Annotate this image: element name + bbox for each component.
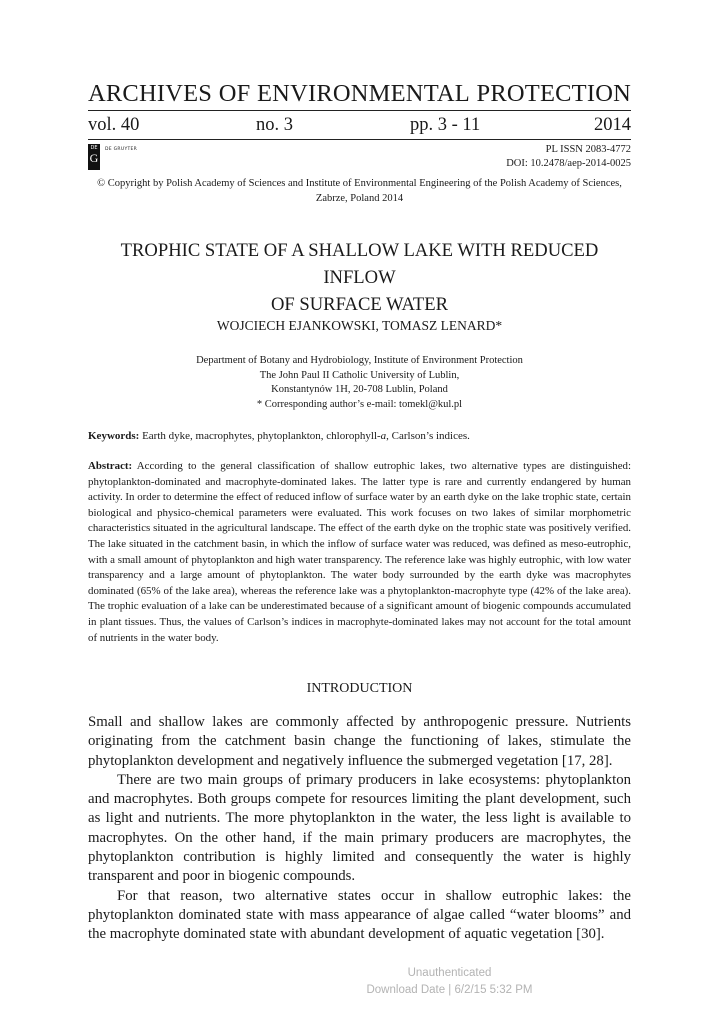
affiliation-line: Konstantynów 1H, 20-708 Lublin, Poland — [271, 384, 448, 395]
affiliation-line: The John Paul II Catholic University of Lublin, — [259, 369, 460, 381]
affiliation — [88, 354, 631, 412]
copyright-notice — [88, 177, 631, 206]
logo-text: DE — [90, 145, 98, 151]
article-title-line: OF SURFACE WATER — [270, 294, 449, 315]
journal-title — [88, 80, 631, 108]
issn-doi-block — [506, 143, 631, 171]
article-title — [88, 237, 631, 318]
keywords-text-end: , Carlson’s indices. — [386, 430, 470, 442]
paragraph: There are two main groups of primary producers in lake ecosystems: phytoplankton and macrophytes. Both groups compete for resources limiting the plant development, such as light and nutrients. The more phytoplankton in the water, the less light is available to macrophytes. On the other hand, if the main primary producers are macrophytes, the phytoplankton contribution is highly limited and consequently the water is highly transparent and poor in biogenic compounds. — [88, 771, 631, 885]
logo-letter: G — [89, 151, 99, 165]
watermark-line: Unauthenticated — [407, 967, 492, 979]
publisher-logo-icon — [88, 144, 100, 170]
keywords-label: Keywords: — [88, 430, 140, 442]
journal-title-word: OF — [218, 80, 251, 107]
issue-info — [88, 115, 631, 139]
abstract-label: Abstract: — [88, 460, 133, 472]
authors: WOJCIECH EJANKOWSKI, TOMASZ LENARD* — [216, 318, 503, 333]
page-range: pp. 3 - 11 — [410, 115, 481, 135]
paragraph: For that reason, two alternative states occur in shallow eutrophic lakes: the phytoplankton dominated state with mass appearance of algae called “water blooms” and the macrophyte dominated state with abundant development of aquatic vegetation [30]. — [88, 887, 631, 943]
keywords-italic: a — [380, 430, 387, 442]
copyright-line: © Copyright by Polish Academy of Sciences and Institute of Environmental Engineering of the Polish Academy of Sciences, — [97, 178, 622, 189]
watermark-line: Download Date | 6/2/15 5:32 PM — [366, 984, 533, 996]
corresponding-author: * Corresponding author’s e-mail: tomekl@kul.pl — [256, 398, 463, 410]
publisher-name: DE GRUYTER — [105, 147, 138, 152]
doi: DOI: 10.2478/aep-2014-0025 — [506, 158, 631, 169]
issue-number: no. 3 — [256, 115, 293, 135]
abstract-text: According to the general classification of shallow eutrophic lakes, two alternative types are distinguished: phytoplankton-dominated and macrophyte-dominated lakes. The latter type is rare and currently endangered by human activity. In order to determine the effect of reduced inflow of surface water by an earth dyke on the lake trophic state, certain biological and physico-chemical parameters were evaluated. This work focuses on two lakes of similar morphometric characteristics situated in the agricultural landscape. The effect of the earth dyke on the trophic state was positively verified. The lake situated in the catchment basin, in which the inflow of surface water was reduced, was defined as meso-eutrophic, with a small amount of phytoplankton and high water transparency. The reference lake was highly eutrophic, with low water transparency and a large amount of phytoplankton. The water body surrounded by the earth dyke was macrophytes dominated (65% of the lake area), whereas the reference lake was a phytoplankton-macrophyte type (42% of the lake area). The trophic evaluation of a lake can be underestimated because of a significant amount of biogenic compounds accumulated in plant tissues. Thus, the values of Carlson’s indices in macrophyte-dominated lakes may not account for the total amount of nutrients in the water body. — [88, 460, 631, 644]
journal-title-word: PROTECTION — [476, 80, 631, 107]
volume: vol. 40 — [88, 115, 140, 135]
journal-title-word: ARCHIVES — [88, 80, 213, 107]
article-title-line: TROPHIC STATE OF A SHALLOW LAKE WITH REDUCED INFLOW — [120, 240, 599, 288]
keywords-text: Earth dyke, macrophytes, phytoplankton, chlorophyll- — [139, 430, 381, 442]
year: 2014 — [594, 115, 631, 135]
keywords — [88, 430, 631, 442]
journal-title-word: ENVIRONMENTAL — [257, 80, 470, 107]
introduction-body — [88, 713, 631, 945]
copyright-line: Zabrze, Poland 2014 — [315, 192, 404, 204]
paragraph: Small and shallow lakes are commonly affected by anthropogenic pressure. Nutrients originating from the catchment basin change the functioning of lakes, stimulate the phytoplankton development and negatively influence the submerged vegetation [17, 28]. — [88, 714, 631, 769]
abstract — [88, 459, 631, 646]
download-watermark — [0, 965, 719, 999]
issn: PL ISSN 2083-4772 — [545, 144, 631, 155]
header-rule-bottom — [88, 139, 631, 140]
affiliation-line: Department of Botany and Hydrobiology, Institute of Environment Protection — [196, 355, 523, 366]
header-rule-top — [88, 110, 631, 111]
section-heading-introduction: INTRODUCTION — [306, 681, 413, 696]
